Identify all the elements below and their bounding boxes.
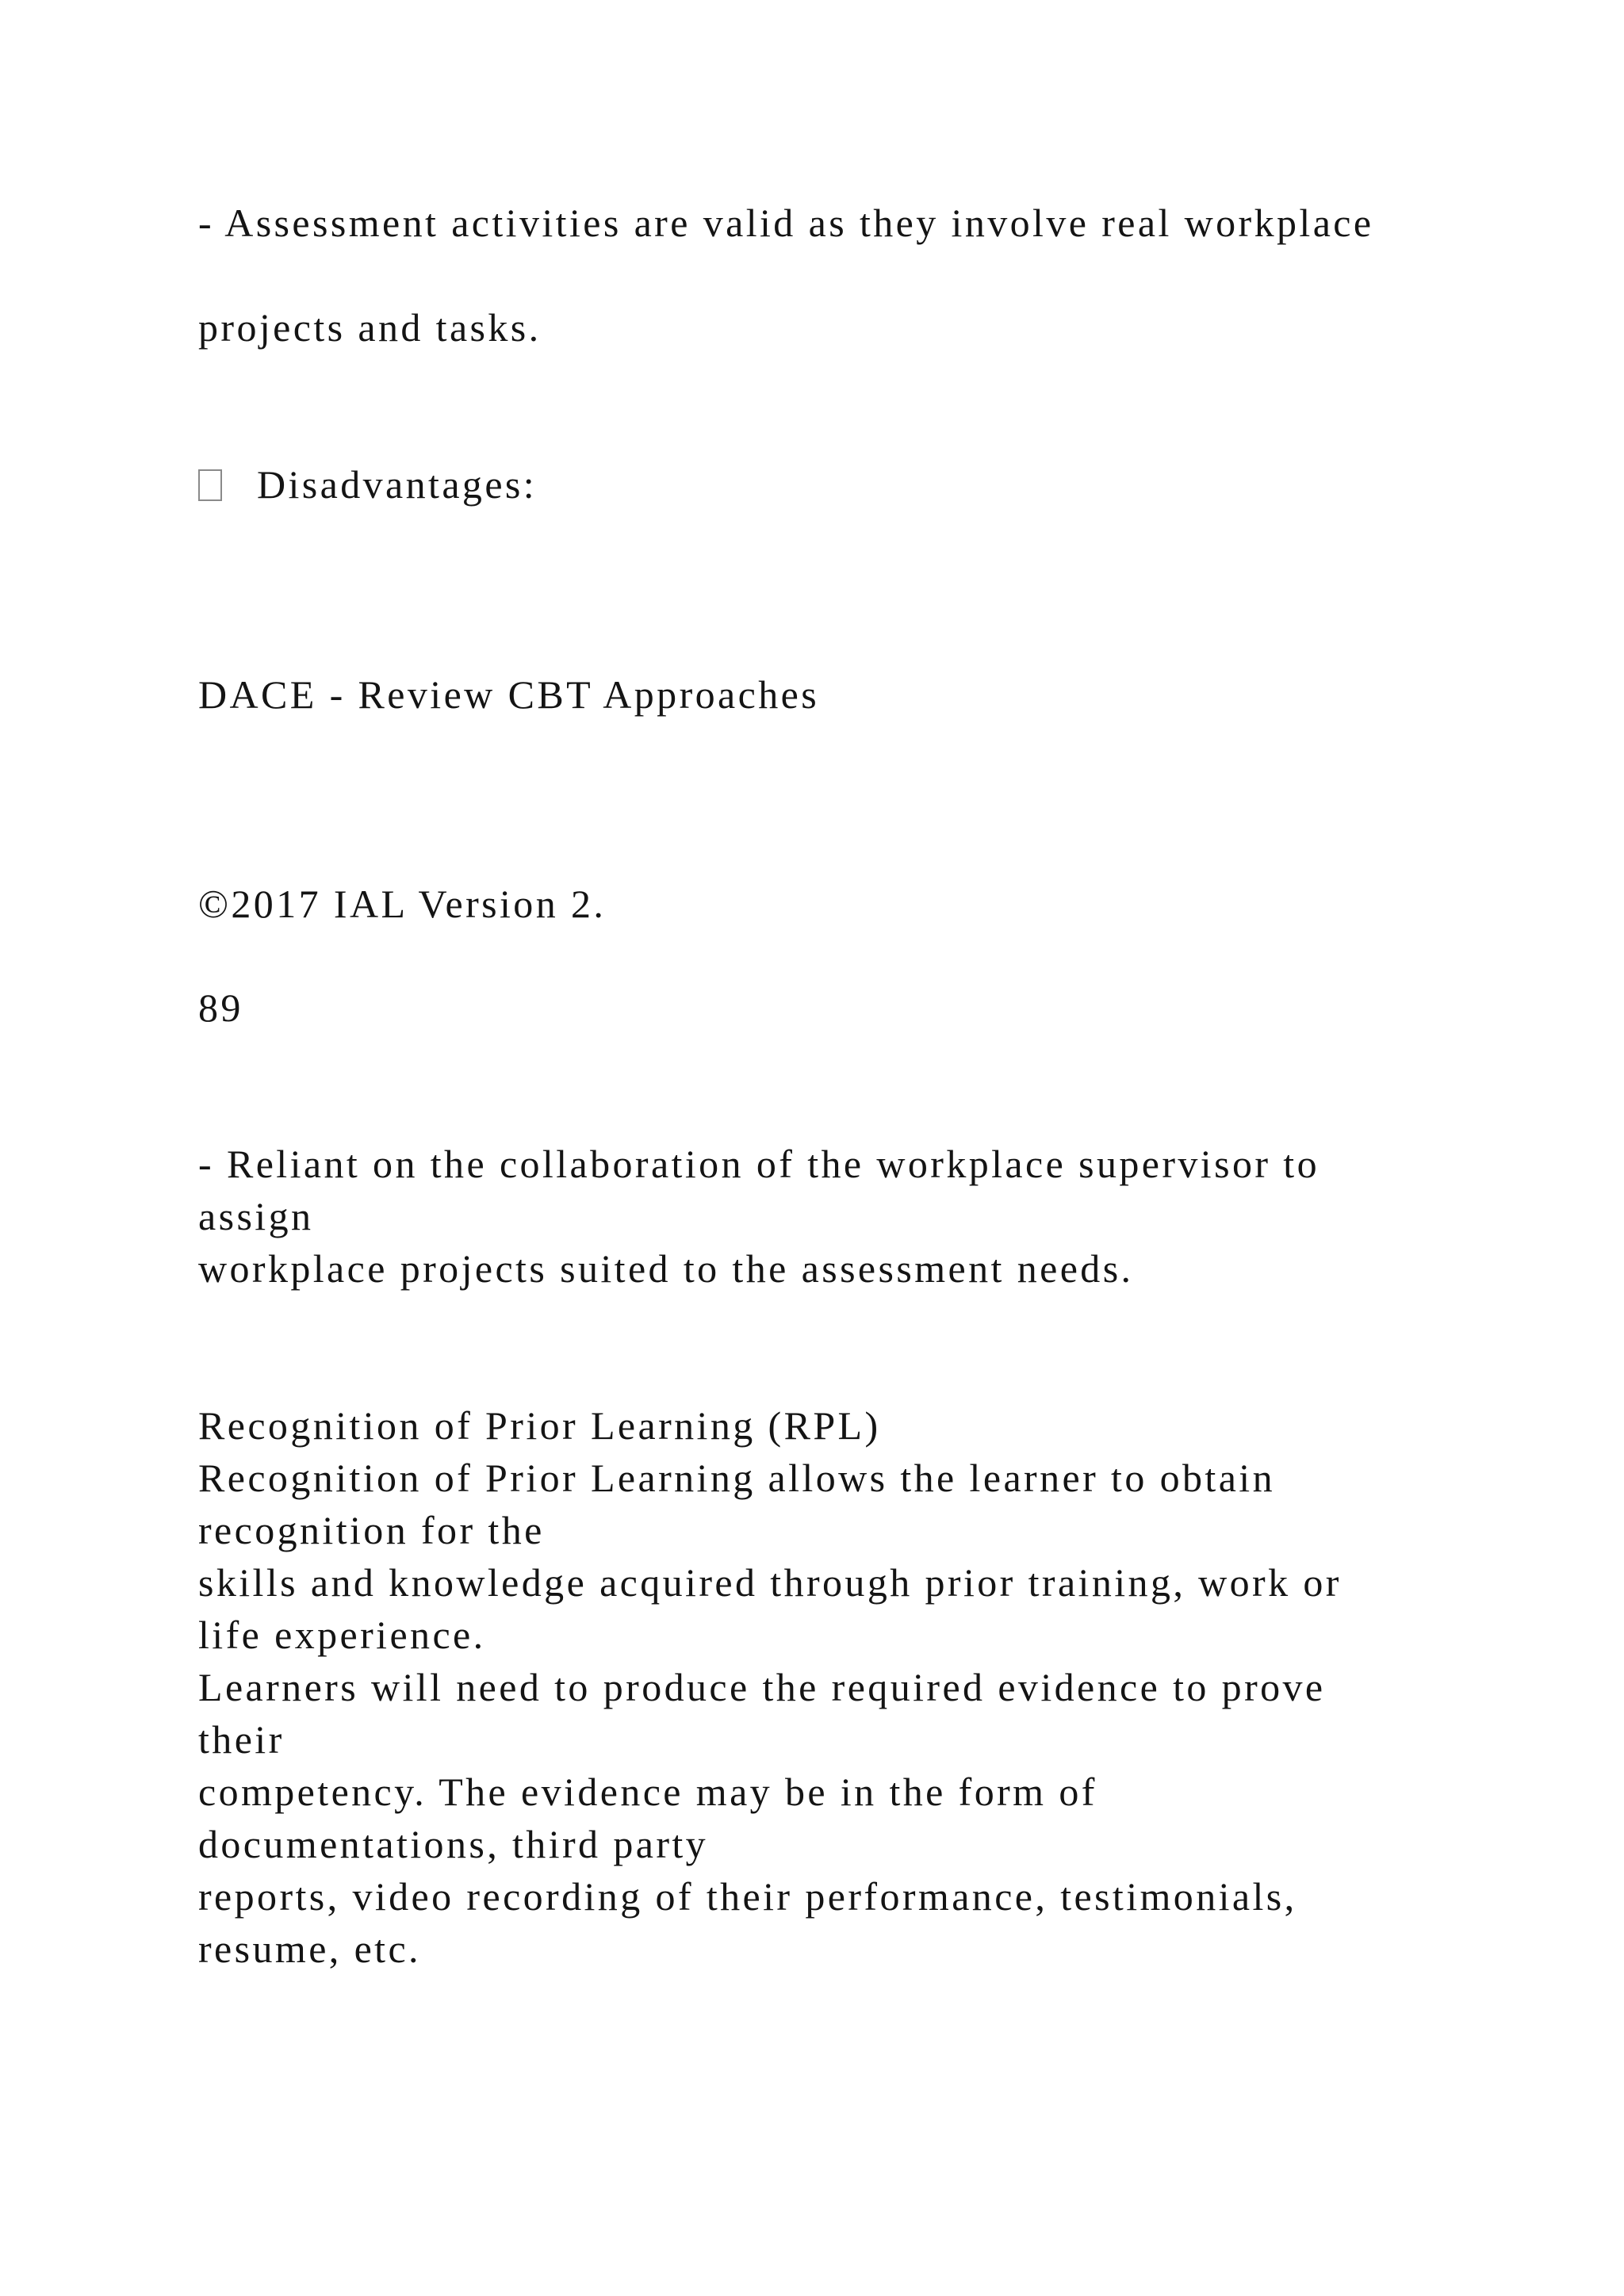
rpl-text-line: their bbox=[198, 1717, 285, 1762]
disadvantages-label: Disadvantages: bbox=[257, 462, 538, 507]
rpl-heading: Recognition of Prior Learning (RPL) bbox=[198, 1403, 881, 1448]
copyright-text: ©2017 IAL Version 2. bbox=[198, 882, 607, 926]
body-text-line: workplace projects suited to the assessment needs. bbox=[198, 1246, 1134, 1291]
running-header-text: DACE - Review CBT Approaches bbox=[198, 672, 820, 717]
page-number: 89 bbox=[198, 985, 243, 1030]
rpl-text-line: Learners will need to produce the required evidence to prove bbox=[198, 1665, 1326, 1709]
rpl-text-line: life experience. bbox=[198, 1613, 486, 1657]
disadvantages-heading bbox=[198, 458, 537, 511]
rpl-text-line: documentations, third party bbox=[198, 1822, 709, 1866]
rpl-text-line: competency. The evidence may be in the form of bbox=[198, 1770, 1097, 1814]
body-text-line: projects and tasks. bbox=[198, 305, 542, 350]
rpl-text-line: resume, etc. bbox=[198, 1927, 421, 1971]
rpl-text-line: Recognition of Prior Learning allows the learner to obtain bbox=[198, 1456, 1275, 1500]
body-text-line: - Assessment activities are valid as they involve real workplace bbox=[198, 201, 1374, 245]
body-text-line: - Reliant on the collaboration of the workplace supervisor to bbox=[198, 1142, 1320, 1186]
rpl-text-line: reports, video recording of their performance, testimonials, bbox=[198, 1874, 1297, 1919]
rpl-text-line: skills and knowledge acquired through prior training, work or bbox=[198, 1560, 1342, 1605]
body-text-line: assign bbox=[198, 1194, 314, 1238]
missing-glyph-box-icon bbox=[198, 469, 222, 501]
rpl-text-line: recognition for the bbox=[198, 1508, 545, 1552]
